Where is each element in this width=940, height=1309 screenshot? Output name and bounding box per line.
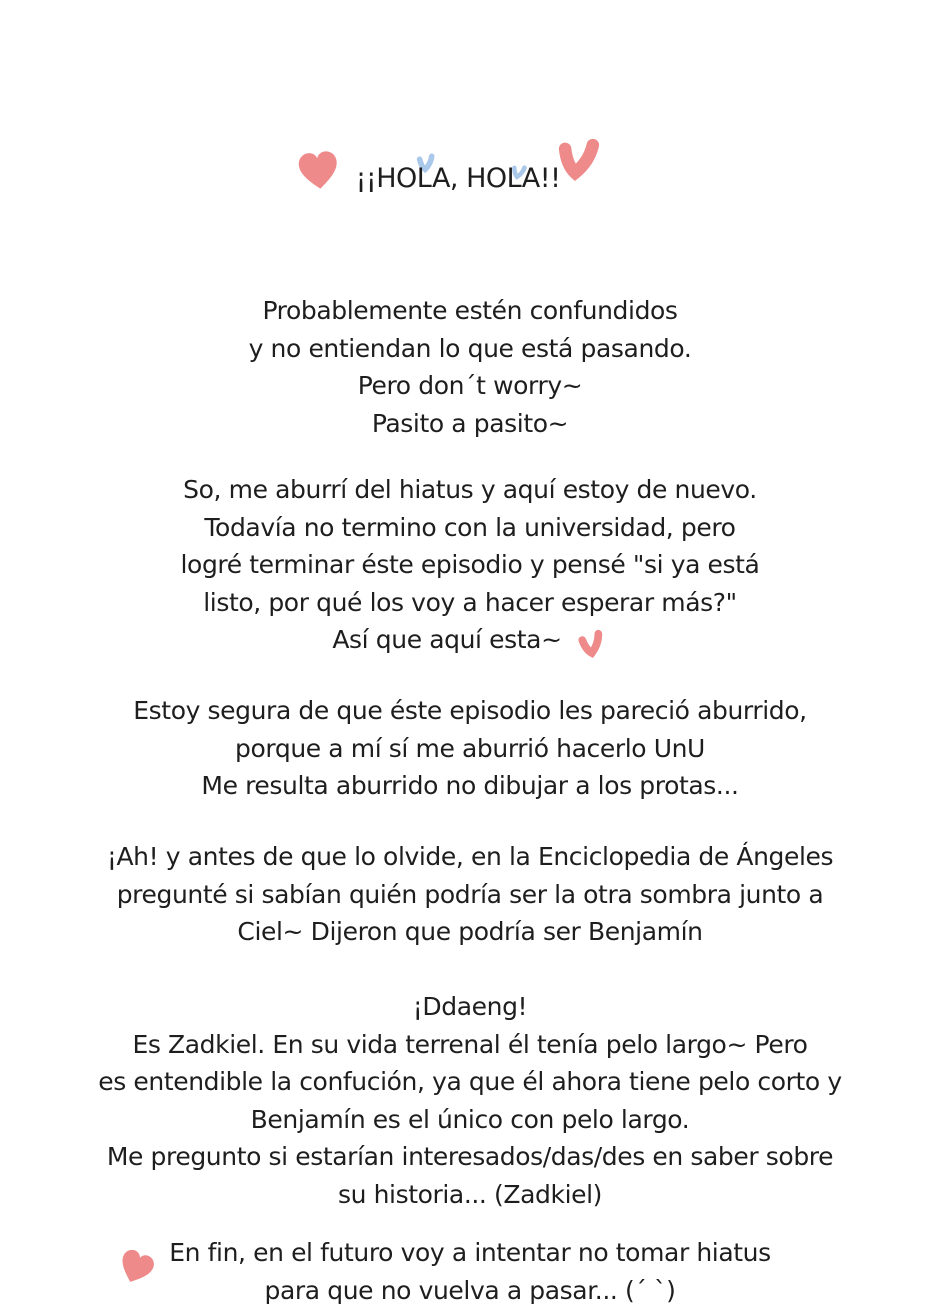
- v-heart-icon: [572, 626, 610, 659]
- text-line: pregunté si sabían quién podría ser la otra sombra junto a: [0, 876, 940, 914]
- text-line: ¡Ddaeng!: [0, 988, 940, 1026]
- text-line: listo, por qué los voy a hacer esperar más?": [0, 584, 940, 622]
- author-note-paragraph-3: [0, 692, 940, 805]
- page-title: ¡¡HOLA, HOLA!!: [0, 163, 928, 194]
- text-line: [0, 621, 940, 659]
- author-note-paragraph-5: [0, 988, 940, 1213]
- text-line: porque a mí sí me aburrió hacerlo UnU: [0, 730, 940, 768]
- text-line: y no entiendan lo que está pasando.: [0, 330, 940, 368]
- text-line-text: Así que aquí esta~: [332, 625, 561, 654]
- text-line: ¡Ah! y antes de que lo olvide, en la Enciclopedia de Ángeles: [0, 838, 940, 876]
- text-line: Me pregunto si estarían interesados/das/des en saber sobre: [0, 1138, 940, 1176]
- text-line: su historia... (Zadkiel): [0, 1176, 940, 1214]
- text-line: es entendible la confución, ya que él ahora tiene pelo corto y: [0, 1063, 940, 1101]
- text-line: Benjamín es el único con pelo largo.: [0, 1101, 940, 1139]
- text-line-clipped: para que no vuelva a pasar... (´ `): [0, 1272, 940, 1309]
- text-line: En fin, en el futuro voy a intentar no tomar hiatus: [0, 1234, 940, 1272]
- text-line: So, me aburrí del hiatus y aquí estoy de nuevo.: [0, 471, 940, 509]
- text-line: Pero don´t worry~: [0, 367, 940, 405]
- text-line: logré terminar éste episodio y pensé "si ya está: [0, 546, 940, 584]
- author-note-paragraph-1: [0, 292, 940, 442]
- text-line: Me resulta aburrido no dibujar a los protas...: [0, 767, 940, 805]
- author-note-paragraph-2: [0, 471, 940, 659]
- text-line: Todavía no termino con la universidad, pero: [0, 509, 940, 547]
- text-line: Es Zadkiel. En su vida terrenal él tenía pelo largo~ Pero: [0, 1026, 940, 1064]
- author-note-paragraph-6: [0, 1234, 940, 1309]
- text-line: Pasito a pasito~: [0, 405, 940, 443]
- text-line: Probablemente estén confundidos: [0, 292, 940, 330]
- author-note-paragraph-4: [0, 838, 940, 951]
- text-line: Ciel~ Dijeron que podría ser Benjamín: [0, 913, 940, 951]
- text-line: Estoy segura de que éste episodio les pareció aburrido,: [0, 692, 940, 730]
